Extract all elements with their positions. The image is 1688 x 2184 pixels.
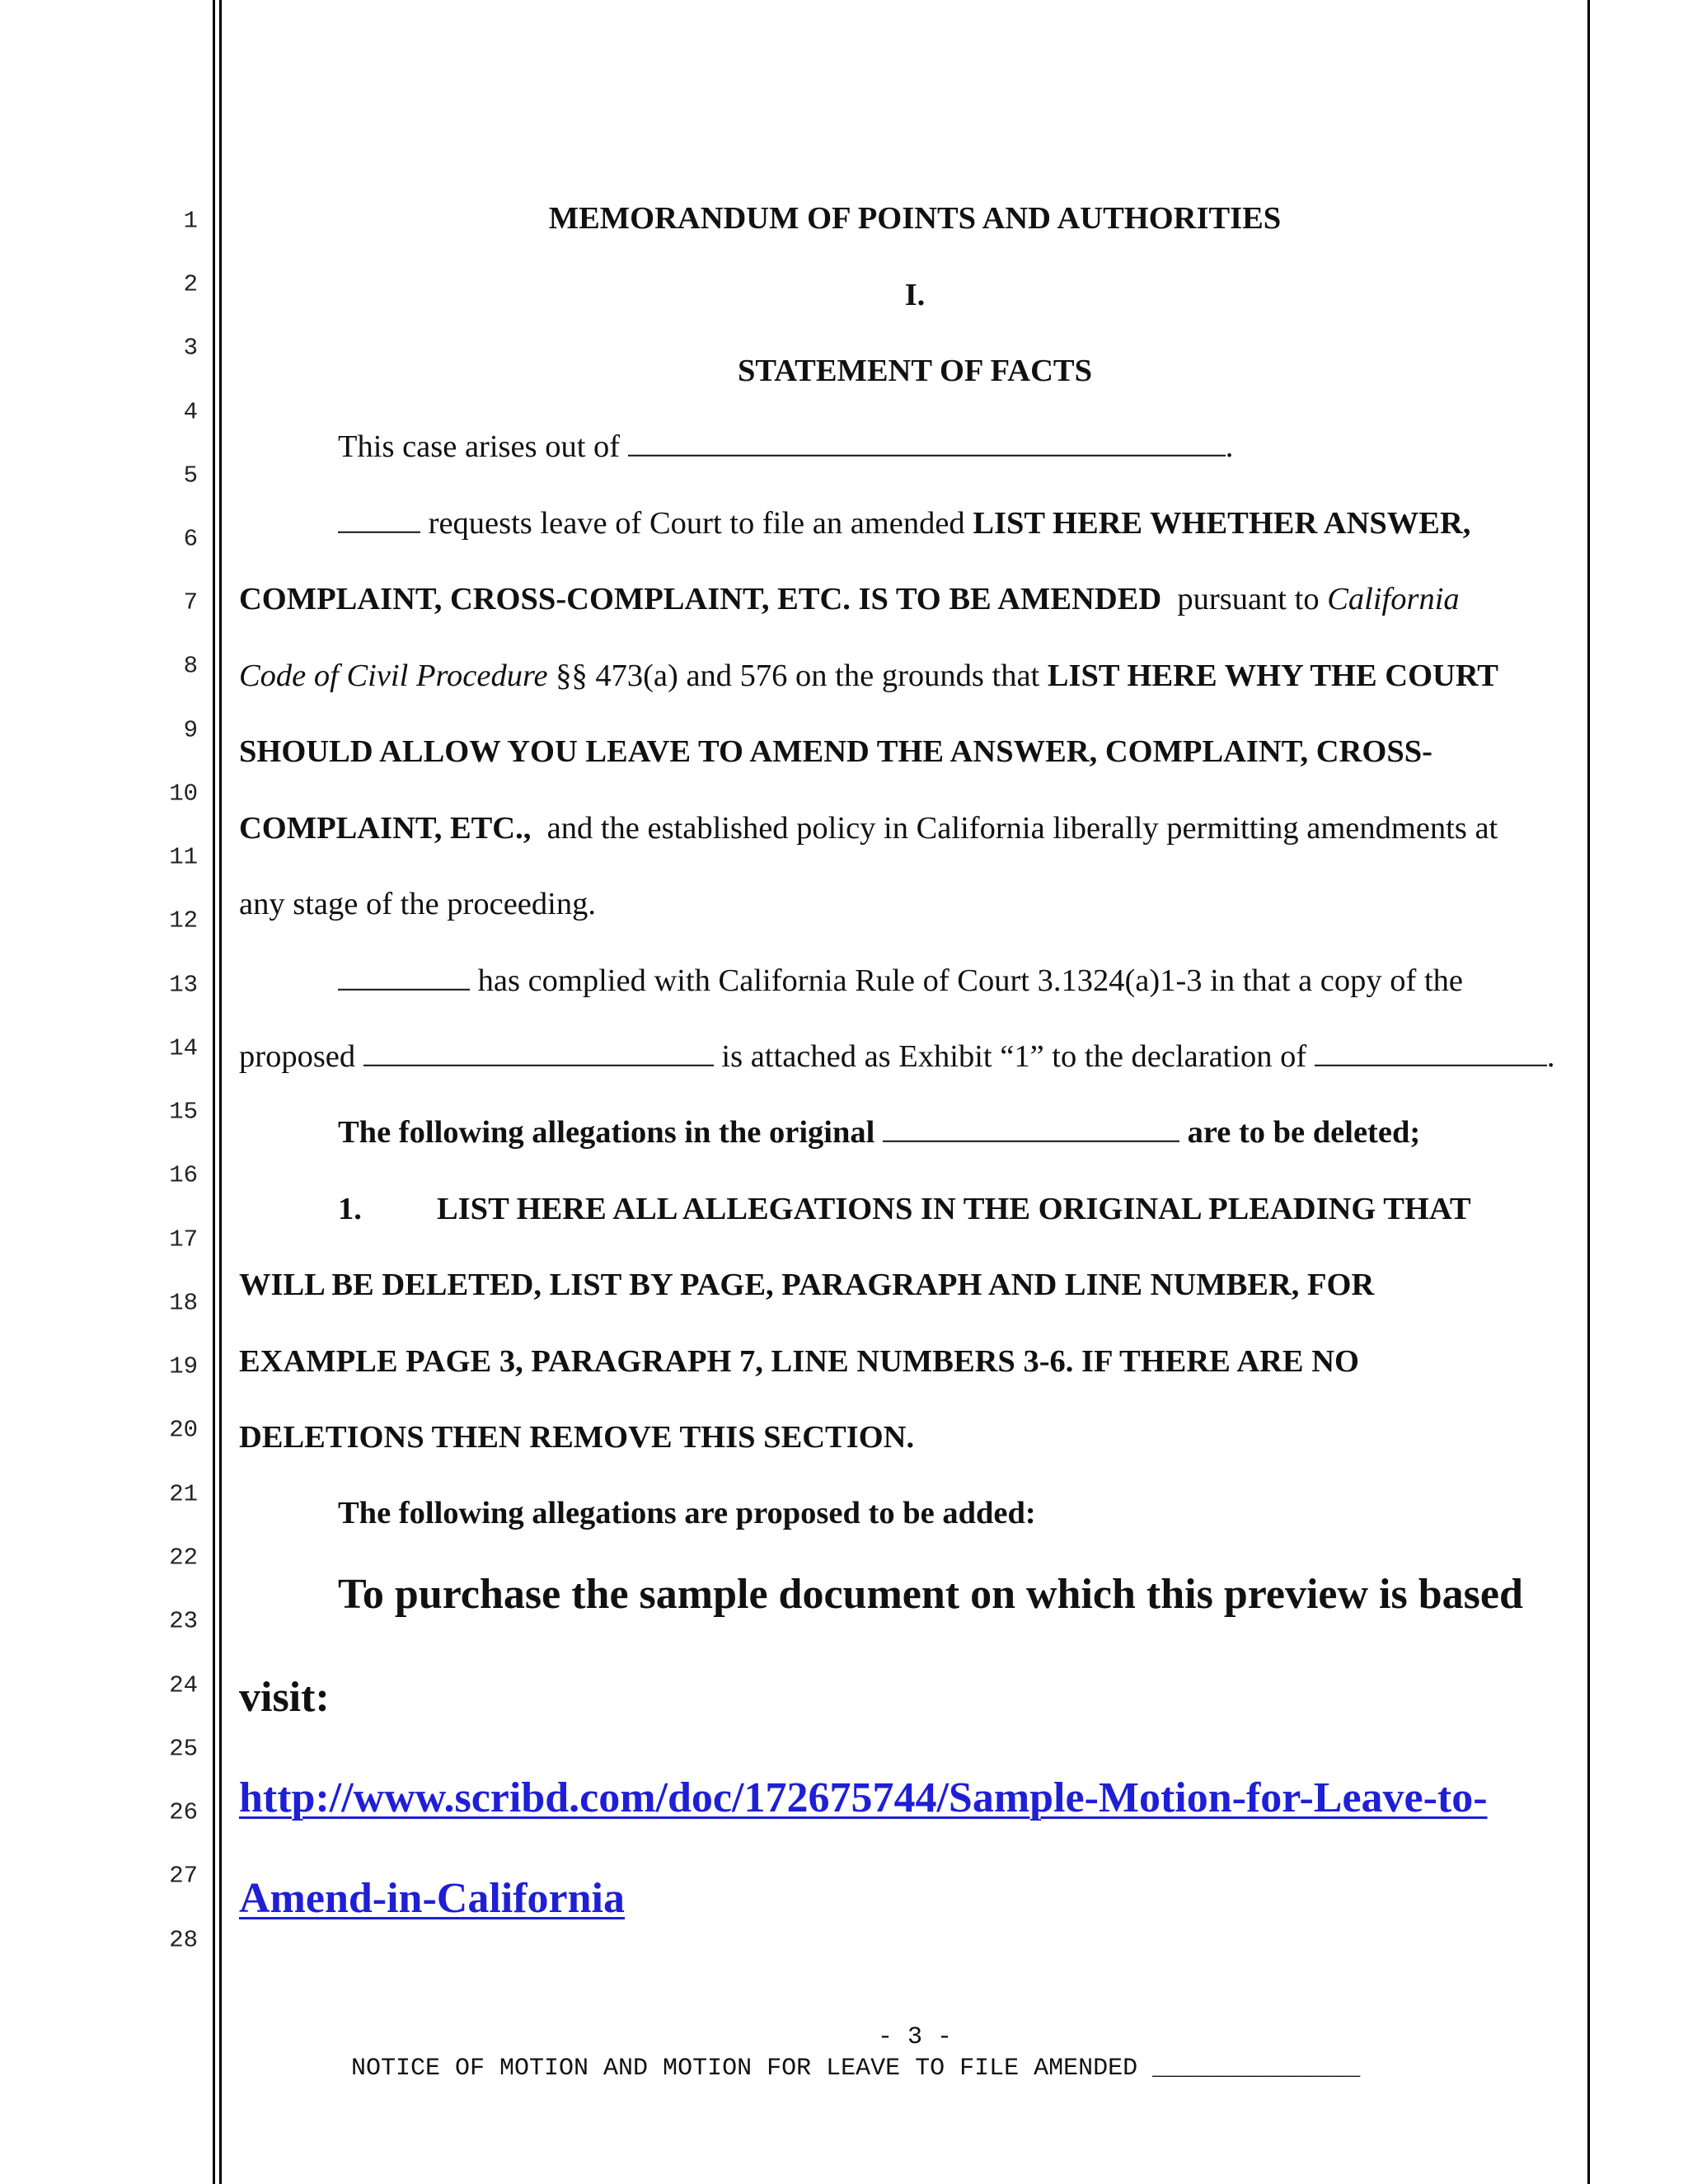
document-link-text[interactable]: Amend-in-California — [239, 1875, 625, 1922]
line-number: 3 — [183, 334, 198, 362]
instruction-text: DELETIONS THEN REMOVE THIS SECTION. — [239, 1419, 915, 1455]
body-text: . — [1546, 1038, 1555, 1074]
line-number: 22 — [169, 1544, 198, 1572]
purchase-notice-text: visit: — [239, 1674, 330, 1721]
body-text: §§ 473(a) and 576 on the grounds that — [547, 658, 1048, 693]
body-text: The following allegations are proposed to be added: — [338, 1495, 1036, 1530]
instruction-text: WILL BE DELETED, LIST BY PAGE, PARAGRAPH AND LINE NUMBER, FOR — [239, 1267, 1375, 1302]
body-text: any stage of the proceeding. — [239, 886, 596, 921]
line-number: 19 — [169, 1352, 198, 1380]
paragraph-complied — [239, 965, 1582, 997]
instruction-text: LIST HERE WHY THE COURT — [1047, 658, 1498, 693]
paragraph-line — [239, 1343, 1582, 1379]
paragraph-line — [239, 810, 1582, 846]
purchase-notice — [239, 1573, 1582, 1616]
line-number: 13 — [169, 971, 198, 999]
paragraph-added-allegations — [239, 1497, 1582, 1530]
line-number: 10 — [169, 780, 198, 808]
fill-in-blank — [363, 1042, 714, 1066]
paragraph-line — [239, 733, 1582, 769]
document-link-text[interactable]: http://www.scribd.com/doc/172675744/Sample-Motion-for-Leave-to- — [239, 1774, 1488, 1821]
line-number: 17 — [169, 1226, 198, 1254]
margin-rule-right — [1587, 0, 1590, 2184]
item-number: 1. — [338, 1191, 362, 1226]
body-text: pursuant to — [1161, 581, 1328, 616]
line-number: 28 — [169, 1926, 198, 1954]
margin-rule-left-inner — [219, 0, 222, 2184]
paragraph-line — [239, 660, 1582, 692]
body-text: and the established policy in California liberally permitting amendments at — [531, 810, 1498, 846]
body-text: . — [1225, 429, 1234, 464]
paragraph-case-arises — [239, 431, 1582, 463]
fill-in-blank — [628, 432, 1226, 457]
body-text: This case arises out of — [338, 429, 628, 464]
line-number: 5 — [183, 462, 198, 490]
body-text: are to be deleted; — [1179, 1114, 1421, 1150]
instruction-text: SHOULD ALLOW YOU LEAVE TO AMEND THE ANSWER, COMPLAINT, CROSS- — [239, 733, 1432, 769]
numbered-item — [239, 1193, 1582, 1226]
body-text: is attached as Exhibit “1” to the declaration of — [713, 1038, 1315, 1074]
instruction-text: COMPLAINT, CROSS-COMPLAINT, ETC. IS TO BE AMENDED — [239, 581, 1162, 616]
body-text: has complied with California Rule of Court 3.1324(a)1-3 in that a copy of the — [470, 963, 1463, 998]
document-link[interactable] — [239, 1877, 1582, 1920]
fill-in-blank — [1315, 1042, 1547, 1066]
body-text: requests leave of Court to file an amended — [420, 505, 973, 541]
line-number: 20 — [169, 1416, 198, 1444]
line-number: 21 — [169, 1480, 198, 1508]
line-number: 4 — [183, 398, 198, 426]
line-number: 11 — [169, 843, 198, 871]
statute-name: Code of Civil Procedure — [239, 658, 548, 693]
line-number: 6 — [183, 525, 198, 553]
paragraph-line — [239, 1038, 1582, 1074]
line-number: 27 — [169, 1862, 198, 1890]
line-number: 24 — [169, 1671, 198, 1699]
line-number: 12 — [169, 907, 198, 935]
fill-in-blank — [338, 509, 420, 533]
paragraph-line — [239, 1269, 1582, 1301]
section-title: STATEMENT OF FACTS — [738, 353, 1092, 388]
paragraph-deleted-allegations — [239, 1114, 1582, 1150]
line-number: 15 — [169, 1098, 198, 1126]
line-number: 2 — [183, 270, 198, 298]
paragraph-line — [239, 888, 1582, 921]
instruction-text: LIST HERE ALL ALLEGATIONS IN THE ORIGINAL PLEADING THAT — [437, 1191, 1471, 1226]
paragraph-requests-leave — [239, 505, 1582, 541]
instruction-text: COMPLAINT, ETC., — [239, 810, 532, 846]
purchase-notice-text: To purchase the sample document on which this preview is based — [338, 1571, 1523, 1618]
memorandum-heading: MEMORANDUM OF POINTS AND AUTHORITIES — [548, 200, 1282, 236]
section-number: I. — [904, 277, 926, 312]
page-number: - 3 - — [877, 2023, 952, 2051]
line-number: 16 — [169, 1161, 198, 1189]
line-number: 1 — [183, 207, 198, 235]
paragraph-line — [239, 583, 1582, 616]
document-link[interactable] — [239, 1774, 1582, 1821]
line-number: 7 — [183, 588, 198, 616]
body-text: proposed — [239, 1038, 363, 1074]
line-number: 23 — [169, 1607, 198, 1635]
paragraph-line — [239, 1419, 1582, 1455]
instruction-text: EXAMPLE PAGE 3, PARAGRAPH 7, LINE NUMBERS 3-6. IF THERE ARE NO — [239, 1343, 1359, 1379]
body-text: The following allegations in the original — [338, 1114, 883, 1150]
margin-rule-left-outer — [213, 0, 215, 2184]
fill-in-blank — [338, 966, 470, 991]
line-number: 14 — [169, 1034, 198, 1062]
purchase-notice — [239, 1676, 1582, 1719]
statute-name: California — [1327, 581, 1460, 616]
line-number: 8 — [183, 652, 198, 680]
footer-title: NOTICE OF MOTION AND MOTION FOR LEAVE TO FILE AMENDED ______________ — [351, 2055, 1361, 2083]
line-number: 26 — [169, 1798, 198, 1826]
line-number: 9 — [183, 716, 198, 744]
fill-in-blank — [883, 1118, 1179, 1142]
line-number: 18 — [169, 1289, 198, 1317]
instruction-text: LIST HERE WHETHER ANSWER, — [973, 505, 1471, 541]
line-number: 25 — [169, 1735, 198, 1763]
